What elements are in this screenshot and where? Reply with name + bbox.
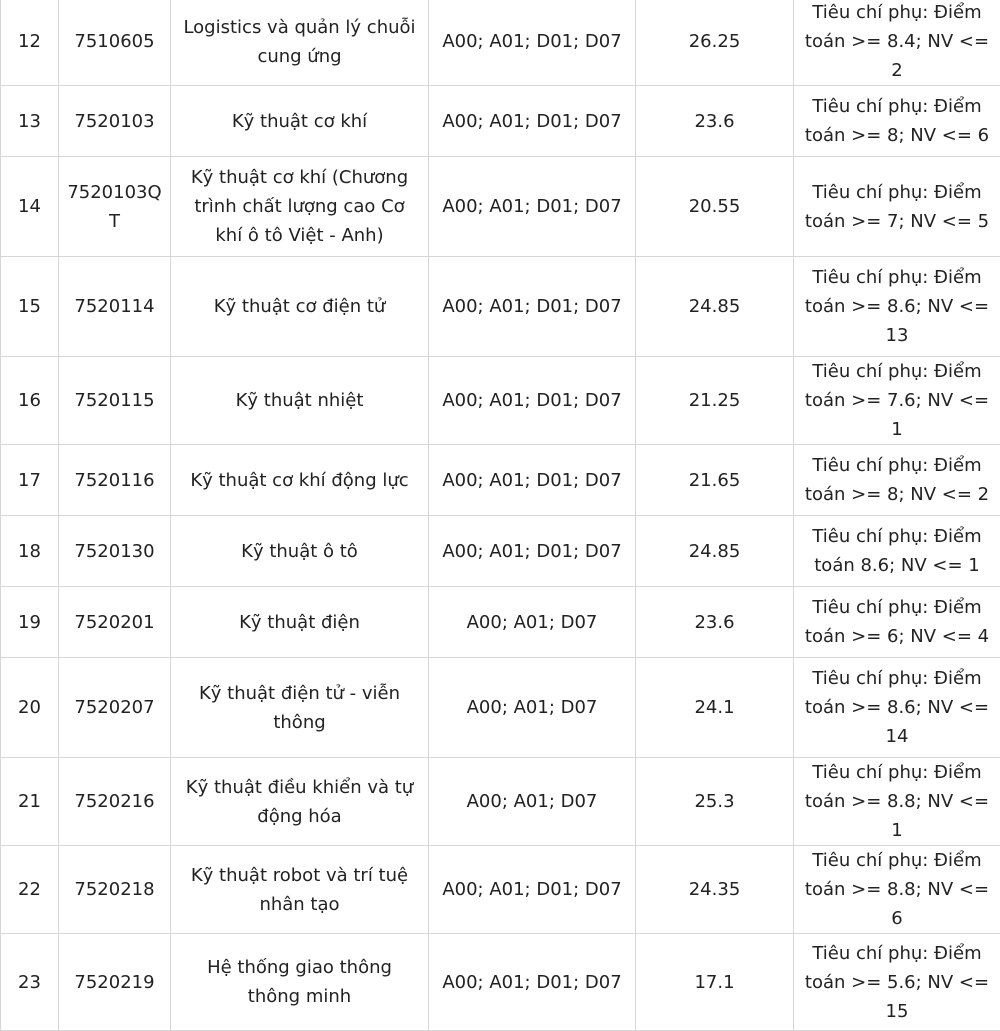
secondary-criteria: Tiêu chí phụ: Điểm toán >= 6; NV <= 4 [794, 587, 1000, 658]
table-body [1, 0, 1000, 1031]
secondary-criteria: Tiêu chí phụ: Điểm toán 8.6; NV <= 1 [794, 516, 1000, 587]
major-code: 7510605 [59, 0, 171, 86]
subject-combinations: A00; A01; D01; D07 [429, 516, 636, 587]
subject-combinations: A00; A01; D07 [429, 758, 636, 846]
row-number: 13 [1, 86, 59, 157]
secondary-criteria: Tiêu chí phụ: Điểm toán >= 8; NV <= 6 [794, 86, 1000, 157]
secondary-criteria: Tiêu chí phụ: Điểm toán >= 7; NV <= 5 [794, 157, 1000, 257]
benchmark-score: 26.25 [636, 0, 794, 86]
row-number: 16 [1, 357, 59, 445]
major-code: 7520201 [59, 587, 171, 658]
row-number: 22 [1, 846, 59, 934]
major-code: 7520207 [59, 658, 171, 758]
benchmark-score: 23.6 [636, 86, 794, 157]
row-number: 14 [1, 157, 59, 257]
row-number: 23 [1, 934, 59, 1031]
subject-combinations: A00; A01; D01; D07 [429, 0, 636, 86]
secondary-criteria: Tiêu chí phụ: Điểm toán >= 8.8; NV <= 1 [794, 758, 1000, 846]
benchmark-score: 20.55 [636, 157, 794, 257]
subject-combinations: A00; A01; D07 [429, 587, 636, 658]
secondary-criteria: Tiêu chí phụ: Điểm toán >= 7.6; NV <= 1 [794, 357, 1000, 445]
row-number: 12 [1, 0, 59, 86]
subject-combinations: A00; A01; D01; D07 [429, 846, 636, 934]
secondary-criteria: Tiêu chí phụ: Điểm toán >= 8; NV <= 2 [794, 445, 1000, 516]
benchmark-score: 17.1 [636, 934, 794, 1031]
row-number: 19 [1, 587, 59, 658]
row-number: 17 [1, 445, 59, 516]
benchmark-score: 24.85 [636, 257, 794, 357]
major-name: Kỹ thuật điện tử - viễn thông [171, 658, 429, 758]
secondary-criteria: Tiêu chí phụ: Điểm toán >= 8.4; NV <= 2 [794, 0, 1000, 86]
secondary-criteria: Tiêu chí phụ: Điểm toán >= 5.6; NV <= 15 [794, 934, 1000, 1031]
row-number: 15 [1, 257, 59, 357]
major-code: 7520219 [59, 934, 171, 1031]
table-row [1, 846, 1000, 934]
major-name: Logistics và quản lý chuỗi cung ứng [171, 0, 429, 86]
table-row [1, 86, 1000, 157]
benchmark-score: 23.6 [636, 587, 794, 658]
table-row [1, 357, 1000, 445]
major-name: Kỹ thuật robot và trí tuệ nhân tạo [171, 846, 429, 934]
benchmark-score: 24.1 [636, 658, 794, 758]
major-code: 7520103 [59, 86, 171, 157]
secondary-criteria: Tiêu chí phụ: Điểm toán >= 8.6; NV <= 13 [794, 257, 1000, 357]
table-row [1, 445, 1000, 516]
major-code: 7520130 [59, 516, 171, 587]
table-row [1, 658, 1000, 758]
secondary-criteria: Tiêu chí phụ: Điểm toán >= 8.8; NV <= 6 [794, 846, 1000, 934]
table-row [1, 934, 1000, 1031]
subject-combinations: A00; A01; D01; D07 [429, 257, 636, 357]
subject-combinations: A00; A01; D01; D07 [429, 157, 636, 257]
row-number: 21 [1, 758, 59, 846]
major-name: Kỹ thuật điều khiển và tự động hóa [171, 758, 429, 846]
table-row [1, 0, 1000, 86]
benchmark-score: 24.35 [636, 846, 794, 934]
table-row [1, 157, 1000, 257]
row-number: 20 [1, 658, 59, 758]
table-row [1, 758, 1000, 846]
table-row [1, 257, 1000, 357]
major-name: Kỹ thuật cơ khí (Chương trình chất lượng cao Cơ khí ô tô Việt - Anh) [171, 157, 429, 257]
major-code: 7520115 [59, 357, 171, 445]
subject-combinations: A00; A01; D01; D07 [429, 357, 636, 445]
benchmark-score: 25.3 [636, 758, 794, 846]
subject-combinations: A00; A01; D01; D07 [429, 934, 636, 1031]
subject-combinations: A00; A01; D01; D07 [429, 445, 636, 516]
major-code: 7520114 [59, 257, 171, 357]
major-code: 7520116 [59, 445, 171, 516]
table-row [1, 587, 1000, 658]
secondary-criteria: Tiêu chí phụ: Điểm toán >= 8.6; NV <= 14 [794, 658, 1000, 758]
major-code: 7520218 [59, 846, 171, 934]
major-name: Hệ thống giao thông thông minh [171, 934, 429, 1031]
major-name: Kỹ thuật điện [171, 587, 429, 658]
subject-combinations: A00; A01; D01; D07 [429, 86, 636, 157]
benchmark-score: 24.85 [636, 516, 794, 587]
major-name: Kỹ thuật cơ khí động lực [171, 445, 429, 516]
major-name: Kỹ thuật cơ điện tử [171, 257, 429, 357]
major-code: 7520216 [59, 758, 171, 846]
benchmark-score: 21.65 [636, 445, 794, 516]
major-code: 7520103QT [59, 157, 171, 257]
subject-combinations: A00; A01; D07 [429, 658, 636, 758]
benchmark-score: 21.25 [636, 357, 794, 445]
major-name: Kỹ thuật cơ khí [171, 86, 429, 157]
major-name: Kỹ thuật ô tô [171, 516, 429, 587]
table-row [1, 516, 1000, 587]
major-name: Kỹ thuật nhiệt [171, 357, 429, 445]
row-number: 18 [1, 516, 59, 587]
